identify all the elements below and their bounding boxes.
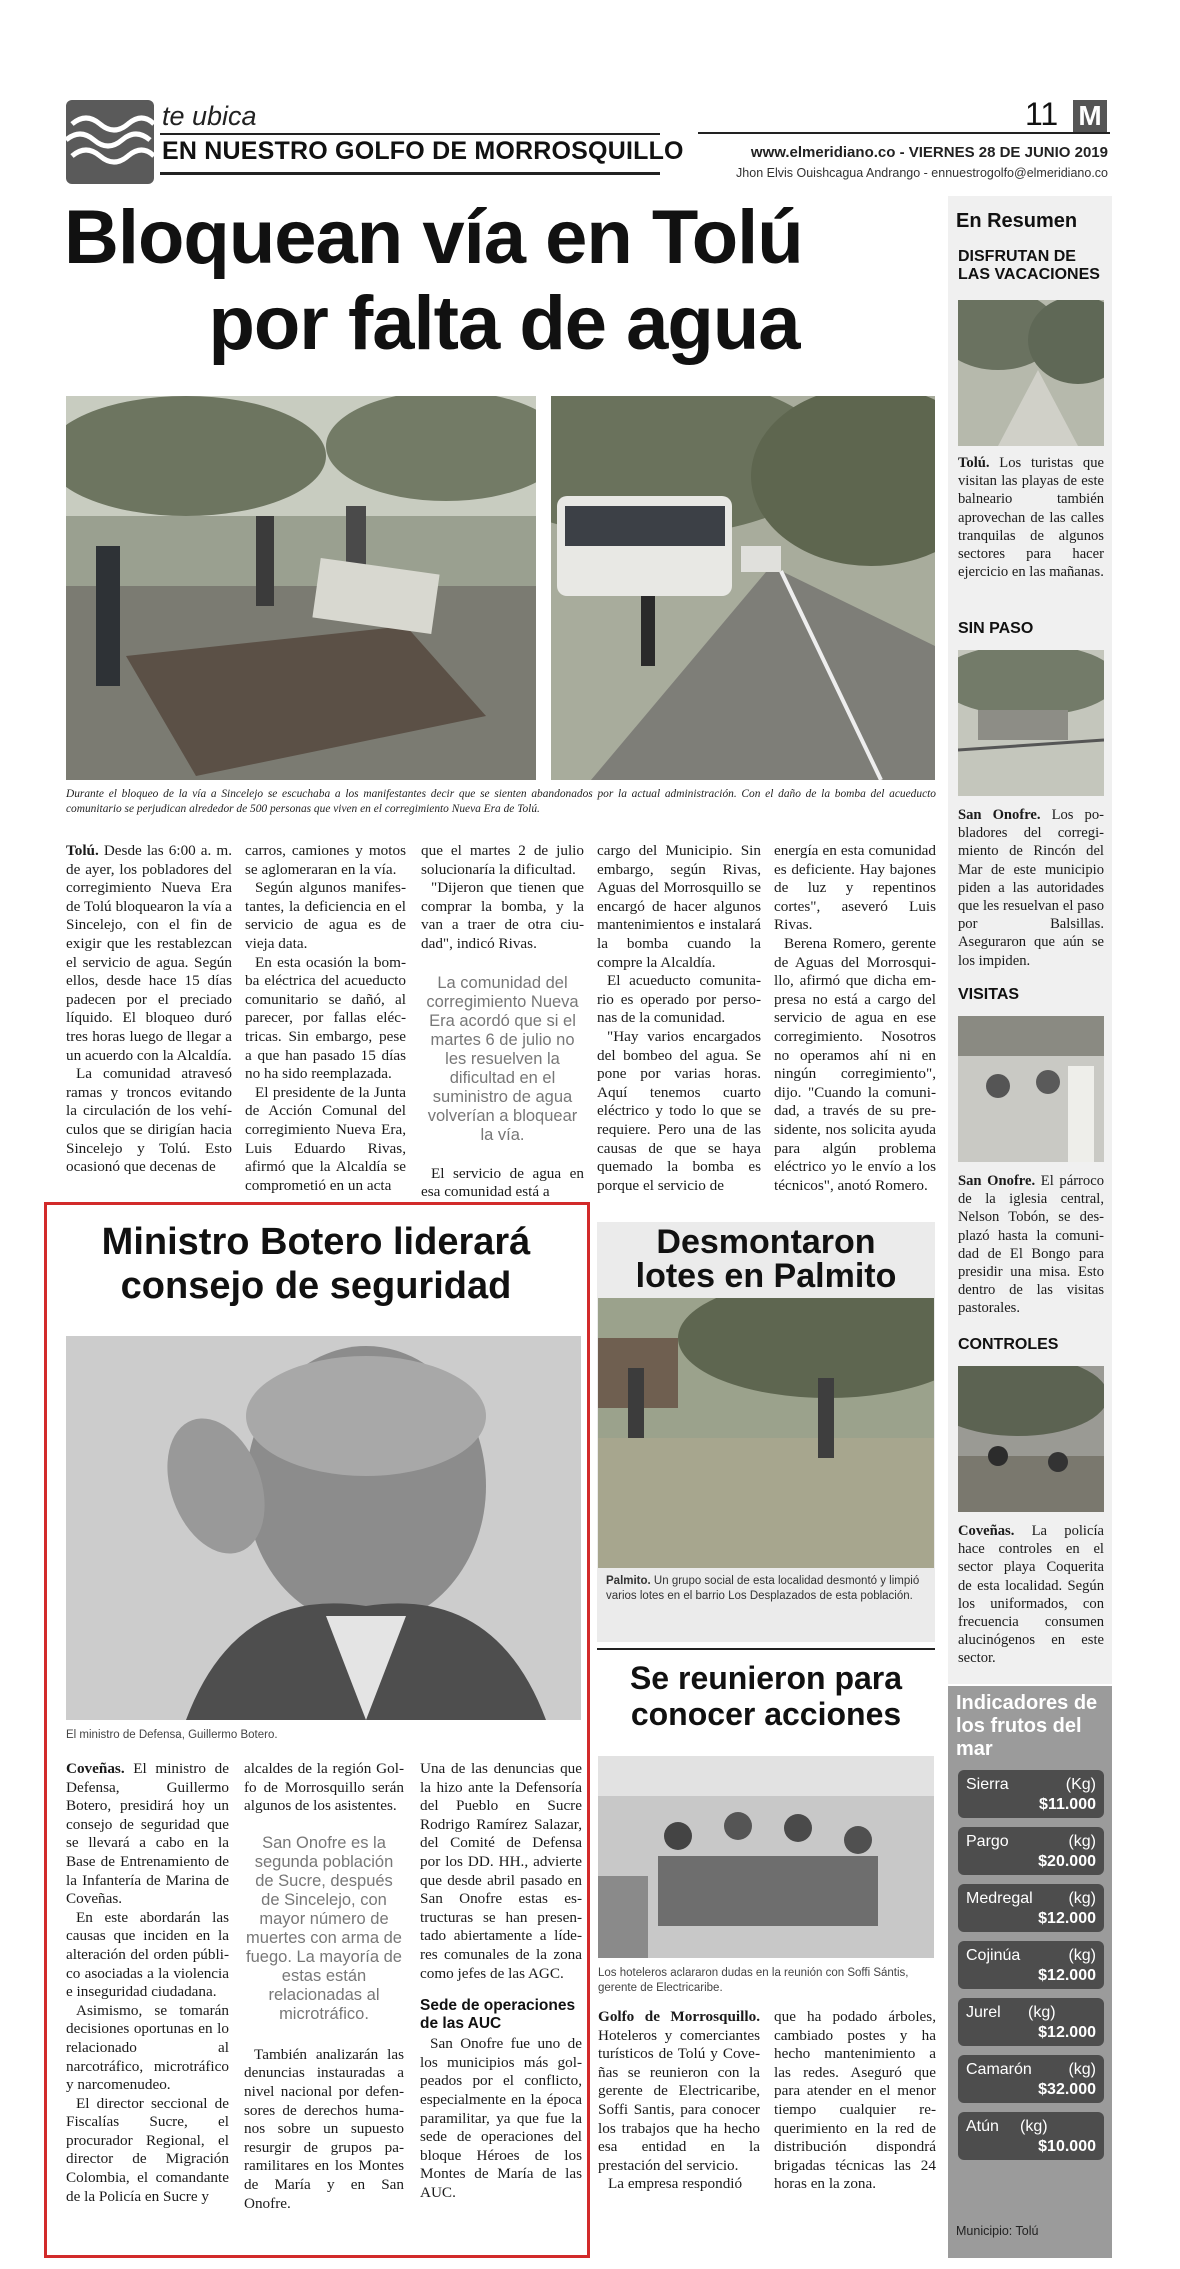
botero-col2-text1: alcaldes de la región Golfo de Morrosquillo serán algunos de los asistentes. — [244, 1760, 404, 1815]
dateline-rule — [698, 132, 1110, 134]
botero-col3 — [420, 1760, 582, 2202]
main-col1-text2: La comunidad atravesó ramas y troncos evitando la circulación de los vehículos que se dirigían hacia Sincelejo y Tolú. Esto ocasionó que decenas de — [66, 1065, 232, 1176]
botero-col2 — [244, 1760, 404, 2213]
botero-photo-caption: El ministro de Defensa, Guillermo Botero. — [66, 1729, 278, 1741]
main-col4-text2: El acueducto comunitario es operado por personas de la comunidad. — [597, 972, 761, 1027]
section-title: EN NUESTRO GOLFO DE MORROSQUILLO — [162, 137, 684, 165]
sidebar-item-heading: VISITAS — [958, 986, 1020, 1003]
sidebar-item-lead: Tolú. — [958, 455, 990, 471]
reunion-rule — [597, 1648, 935, 1650]
main-col5-text2: Berena Romero, gerente de Aguas del Morrosquillo, afirmó que dicha empresa no está a cargo del servicio de agua en ese corregimiento. Nosotros no operamos ahí ni en ningún corregimiento", dijo. "Cuando la comunidad, a través de su presidente, nos solicita ayuda para algún problema eléctrico yo le envío a los técnicos", anotó Romero. — [774, 934, 936, 1194]
main-col3-text1: que el martes 2 de julio solucionaría la dificultad. — [421, 842, 584, 878]
fish-unit: (Kg) — [1065, 1776, 1096, 1793]
botero-subhead: Sede de operaciones de las AUC — [420, 1997, 576, 2033]
main-headline-line2: por falta de agua — [208, 281, 800, 366]
main-article-col3 — [421, 842, 584, 1202]
sidebar-item-body: Los pobladores del corregimiento de Rincón del Mar de este municipio piden a las autoridades que les resuelvan el paso por Balsillas. Aseguraron que aún se los impiden. — [958, 807, 1104, 969]
main-article-col2 — [245, 842, 406, 1195]
sidebar-item-lead: San Onofre. — [958, 807, 1041, 823]
reunion-headline-line1: Se reunieron para — [629, 1660, 903, 1696]
sidebar-photo-vacaciones — [958, 300, 1104, 446]
main-col2-text3: En esta ocasión la bomba eléctrica del acueducto comunitario se dañó, al parecer, por fallas eléctricas. Sin embargo, pese a que han pasado 15 días no ha sido reemplazada. — [245, 953, 406, 1083]
main-dateline-lead: Tolú. — [66, 842, 99, 859]
palmito-headline-line1: Desmontaron — [656, 1223, 876, 1261]
sidebar-item-body: La policía hace controles en el sector playa Coquerita de esta localidad. Según los uniformados, con frecuencia consumen alucinógenos en este sector. — [958, 1523, 1104, 1667]
main-col3-text2: "Dijeron que tienen que comprar la bomba, y la van a traer de otra ciudad", indicó Rivas. — [421, 879, 584, 952]
botero-headline-line2: consejo de seguridad — [120, 1265, 512, 1307]
main-col5-text1: energía en esta comunidad es deficiente. Hay bajones de luz y repentinos cortes", aseveró Luis Rivas. — [774, 842, 936, 934]
reunion-col1-text1: Hoteleros y comerciantes turísticos de Tolú y Coveñas se reunieron con la gerente de Electricaribe, Soffi Santis, para conocer los trabajos que ha hecho esa entidad en la prestación del servicio. — [598, 2026, 760, 2174]
fish-price-card — [958, 1941, 1104, 1989]
botero-dateline-lead: Coveñas. — [66, 1760, 125, 1777]
fish-unit: (kg) — [1068, 2061, 1096, 2078]
main-col2-text4: El presidente de la Junta de Acción Comunal del corregimiento Nueva Era, Luis Eduardo Rivas, afirmó que la Alcaldía se comprometió en un acta — [245, 1083, 406, 1194]
reunion-col1 — [598, 2008, 760, 2194]
section-logo-icon — [66, 100, 154, 184]
main-col4-text1: cargo del Municipio. Sin embargo, según Rivas, Aguas del Morrosquillo se encargó de hacer algunos mantenimientos e instalará la bomba cuando la compre la Alcaldía. — [597, 842, 761, 971]
section-kicker: te ubica — [162, 101, 257, 131]
sidebar-item-text — [958, 1522, 1104, 1668]
fish-price: $12.000 — [1038, 1910, 1096, 1927]
botero-col1-text3: Asimismo, se tomarán decisiones oportunas en lo relacionado al narcotráfico, microtráfico y narcomenudeo. — [66, 2001, 229, 2094]
byline: Jhon Elvis Ouishcagua Andrango - ennuestrogolfo@elmeridiano.co — [736, 166, 1108, 180]
botero-col1 — [66, 1760, 229, 2206]
fish-price: $11.000 — [1039, 1796, 1096, 1813]
sidebar-item-text — [958, 454, 1104, 581]
reunion-headline-line2: conocer acciones — [630, 1696, 902, 1732]
sidebar-title: En Resumen — [956, 210, 1078, 232]
indicadores-footer: Municipio: Tolú — [956, 2224, 1039, 2238]
reunion-col2 — [774, 2008, 936, 2194]
fish-unit: (kg) — [1028, 2004, 1056, 2021]
botero-col3-text1: Una de las denuncias que la hizo ante la Defensoría del Pueblo en Sucre Rodrigo Ramírez Salazar, del Comité de Defensa por los DD. HH., advierte que desde abril pasado en San Onofre estas estructuras se han presentado abiertamente a líderes comunales de la zona como jefes de las AGC. — [420, 1760, 582, 1982]
reunion-photo — [598, 1756, 934, 1958]
reunion-caption: Los hoteleros aclararon dudas en la reunión con Soffi Sántis, gerente de Electricaribe. — [598, 1967, 909, 1994]
botero-col1-text1: El ministro de Defensa, Guillermo Botero, presidirá hoy un consejo de seguridad que se llevará a cabo en la Base de Entrenamiento de la Infantería de Marina de Coveñas. — [66, 1760, 229, 1908]
botero-headline-line1: Ministro Botero liderará — [101, 1221, 531, 1263]
botero-photo — [66, 1336, 581, 1720]
palmito-caption-text: Un grupo social de esta localidad desmontó y limpió varios lotes en el barrio Los Desplazados de esta población. — [606, 1575, 920, 1602]
botero-col1-text2: En este abordarán las causas que inciden en la alteración del orden público asociadas a la violencia e inseguridad ciudadana. — [66, 1908, 229, 2001]
main-pull-quote: La comunidad del corregimiento Nueva Era acordó que si el martes 6 de julio no les resuelven la dificultad en el suministro de agua volverían a bloquear la vía. — [426, 973, 579, 1144]
sidebar-item-lead: Coveñas. — [958, 1523, 1015, 1539]
fish-price: $20.000 — [1038, 1853, 1096, 1870]
fish-unit: (kg) — [1068, 1833, 1096, 1850]
main-col3-text3: El servicio de agua en esa comunidad está a — [421, 1164, 584, 1201]
main-col2-text1: carros, camiones y motos se aglomeraran en la vía. — [245, 842, 406, 878]
fish-unit: (kg) — [1068, 1890, 1096, 1907]
main-photo-road-bus — [551, 396, 935, 780]
fish-price: $12.000 — [1038, 1967, 1096, 1984]
sidebar-item-heading: CONTROLES — [958, 1336, 1059, 1353]
botero-pull-quote: San Onofre es la segunda población de Sucre, después de Sincelejo, con mayor número de muertes con arma de fuego. La mayoría de estas están relacionadas al microtráfico. — [246, 1833, 402, 2023]
sidebar-item-body: Los turistas que visitan las playas de este balneario también aprovechan de las calles tranquilas de algunos sectores para hacer ejercicio en las mañanas. — [958, 455, 1104, 581]
fish-price: $12.000 — [1038, 2024, 1096, 2041]
fish-name: Jurel — [966, 2004, 1001, 2021]
fish-name: Cojinúa — [966, 1947, 1021, 1964]
fish-price-card — [958, 1998, 1104, 2046]
reunion-col2-text1: que ha podado árboles, cambiado postes y ha hecho mantenimiento a las redes. Aseguró que para atender en el menor tiempo cualquier requerimiento en la red de distribución dispondrá brigadas técnicas las 24 horas en la zona. — [774, 2008, 936, 2193]
main-col4-text3: "Hay varios encargados del bombeo del agua. Se pone por varias horas. Aquí tenemos cuarto eléctrico y todo lo que se requiere. Pero una de las causas de que se haya quemado la bomba es porque el servicio de — [597, 1027, 761, 1194]
sidebar-item-body: El párroco de la iglesia central, Nelson Tobón, se desplazó hasta la comunidad de El Bongo para presidir una misa. Esto dentro de las visitas pastorales. — [958, 1173, 1104, 1317]
main-col2-text2: Según algunos manifestantes, la deficiencia en el servicio de agua es de vieja data. — [245, 879, 406, 952]
dateline: www.elmeridiano.co - VIERNES 28 DE JUNIO 2019 — [750, 144, 1108, 161]
newspaper-logo: M — [1073, 100, 1107, 132]
main-article-col4 — [597, 842, 761, 1195]
fish-price: $10.000 — [1038, 2138, 1096, 2155]
reunion-col1-text2: La empresa respondió — [608, 2175, 743, 2193]
fish-price: $32.000 — [1038, 2081, 1096, 2098]
header-rule-bottom — [160, 172, 660, 175]
fish-name: Sierra — [966, 1776, 1009, 1793]
botero-col3-text2: San Onofre fue uno de los municipios más golpeados por el conflicto, especialmente en la época paramilitar, ya que fue la sede de operaciones del bloque Héroes de los Montes de María de las AUC. — [420, 2035, 582, 2201]
header-rule — [160, 133, 660, 135]
fish-price-card — [958, 2055, 1104, 2103]
reunion-dateline-lead: Golfo de Morrosquillo. — [598, 2008, 760, 2025]
sidebar-photo-controles — [958, 1366, 1104, 1512]
main-photo-protest — [66, 396, 536, 780]
fish-name: Atún — [966, 2118, 999, 2135]
fish-name: Pargo — [966, 1833, 1009, 1850]
sidebar-item-lead: San Onofre. — [958, 1173, 1036, 1189]
botero-col1-text4: El director seccional de Fiscalías Sucre, el procurador Regional, el director de Migración Colombia, el comandante de la Policía en Sucre y — [66, 2094, 229, 2205]
main-col1-text: Desde las 6:00 a. m. de ayer, los pobladores del corregimiento Nueva Era de Tolú bloquearon la vía a Sincelejo, con el fin de exigir que les restablezcan el servicio de agua. Según ellos, desde hace 15 días padecen por el preciado líquido. El bloqueo duró tres horas luego de llegar a un acuerdo con la Alcaldía. — [66, 842, 232, 1064]
fish-name: Camarón — [966, 2061, 1032, 2078]
fish-name: Medregal — [966, 1890, 1033, 1907]
fish-price-card — [958, 2112, 1104, 2160]
palmito-photo — [598, 1298, 934, 1568]
fish-unit: (kg) — [1020, 2118, 1048, 2135]
botero-col2-text2: También analizarán las denuncias instauradas a nivel nacional por defensores de derechos humanos sobre un supuesto resurgir de grupos paramilitares en los Montes de María y en San Onofre. — [244, 2045, 404, 2212]
fish-price-card — [958, 1770, 1104, 1818]
sidebar-item-heading: SIN PASO — [958, 620, 1034, 637]
sidebar-item-text — [958, 806, 1104, 970]
sidebar-photo-sin-paso — [958, 650, 1104, 796]
main-photo-caption: Durante el bloqueo de la vía a Sincelejo se escuchaba a los manifestantes decir que se sienten abandonados por la actual administración. Con el daño de la bomba del acueducto comunitario se perjudican alrededor de 500 personas que viven en el corregimiento Nueva Era de Tolú. — [66, 788, 936, 815]
indicadores-title: Indicadores de los frutos del mar — [956, 1692, 1098, 1760]
palmito-caption-lead: Palmito. — [606, 1575, 651, 1587]
fish-unit: (kg) — [1068, 1947, 1096, 1964]
fish-price-card — [958, 1827, 1104, 1875]
sidebar-item-text — [958, 1172, 1104, 1318]
sidebar-item-heading: DISFRUTAN DE LAS VACACIONES — [958, 248, 1100, 283]
fish-price-card — [958, 1884, 1104, 1932]
page-number: 11 — [1025, 96, 1059, 132]
sidebar-photo-visitas — [958, 1016, 1104, 1162]
main-headline-line1: Bloquean vía en Tolú — [64, 195, 803, 280]
main-article-col1 — [66, 842, 232, 1177]
palmito-caption — [606, 1574, 928, 1604]
palmito-headline-line2: lotes en Palmito — [635, 1257, 897, 1295]
main-article-col5 — [774, 842, 936, 1195]
